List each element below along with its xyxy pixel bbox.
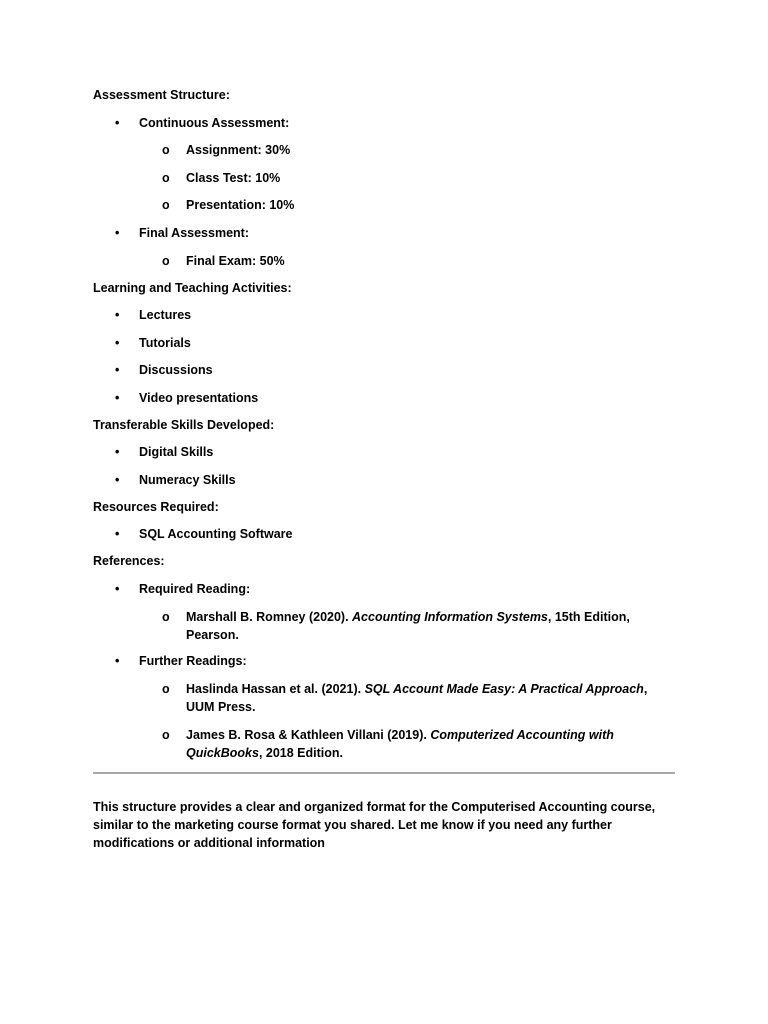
bullet-icon: • bbox=[115, 308, 120, 322]
circle-bullet-icon: o bbox=[162, 198, 170, 212]
list-item: Class Test: 10% bbox=[186, 171, 281, 185]
list-item: SQL Accounting Software bbox=[139, 527, 293, 541]
bullet-icon: • bbox=[115, 654, 120, 668]
list-item: Lectures bbox=[139, 308, 192, 322]
list-item: Tutorials bbox=[139, 336, 191, 350]
list-item: Video presentations bbox=[139, 391, 259, 405]
circle-bullet-icon: o bbox=[162, 143, 170, 157]
bullet-icon: • bbox=[115, 582, 120, 596]
circle-bullet-icon: o bbox=[162, 682, 170, 696]
required-reading-label: Required Reading: bbox=[139, 582, 251, 596]
circle-bullet-icon: o bbox=[162, 610, 170, 624]
bullet-icon: • bbox=[115, 226, 120, 240]
circle-bullet-icon: o bbox=[162, 254, 170, 268]
bullet-icon: • bbox=[115, 363, 120, 377]
references-heading: References: bbox=[93, 554, 165, 568]
bullet-icon: • bbox=[115, 527, 120, 541]
list-item: Presentation: 10% bbox=[186, 198, 295, 212]
reference-item: James B. Rosa & Kathleen Villani (2019). Computerized Accounting with QuickBooks, 2018 Edition. bbox=[186, 728, 614, 760]
bullet-icon: • bbox=[115, 473, 120, 487]
list-item: Assignment: 30% bbox=[186, 143, 291, 157]
reference-item: Marshall B. Romney (2020). Accounting Information Systems, 15th Edition, Pearson. bbox=[186, 610, 630, 642]
final-assessment-label: Final Assessment: bbox=[139, 226, 249, 240]
closing-paragraph: This structure provides a clear and organized format for the Computerised Accounting course, similar to the marketing course format you shared. Let me know if you need any further modifications or additional information bbox=[93, 800, 656, 850]
learning-heading: Learning and Teaching Activities: bbox=[93, 281, 292, 295]
list-item: Discussions bbox=[139, 363, 213, 377]
list-item: Digital Skills bbox=[139, 445, 214, 459]
skills-heading: Transferable Skills Developed: bbox=[93, 418, 275, 432]
list-item: Numeracy Skills bbox=[139, 473, 236, 487]
assessment-heading: Assessment Structure: bbox=[93, 88, 230, 102]
reference-item: Haslinda Hassan et al. (2021). SQL Account Made Easy: A Practical Approach, UUM Press. bbox=[186, 682, 648, 714]
bullet-icon: • bbox=[115, 116, 120, 130]
horizontal-divider bbox=[93, 772, 675, 774]
bullet-icon: • bbox=[115, 445, 120, 459]
further-readings-label: Further Readings: bbox=[139, 654, 247, 668]
continuous-assessment-label: Continuous Assessment: bbox=[139, 116, 290, 130]
list-item: Final Exam: 50% bbox=[186, 254, 285, 268]
bullet-icon: • bbox=[115, 391, 120, 405]
bullet-icon: • bbox=[115, 336, 120, 350]
circle-bullet-icon: o bbox=[162, 171, 170, 185]
circle-bullet-icon: o bbox=[162, 728, 170, 742]
resources-heading: Resources Required: bbox=[93, 500, 219, 514]
